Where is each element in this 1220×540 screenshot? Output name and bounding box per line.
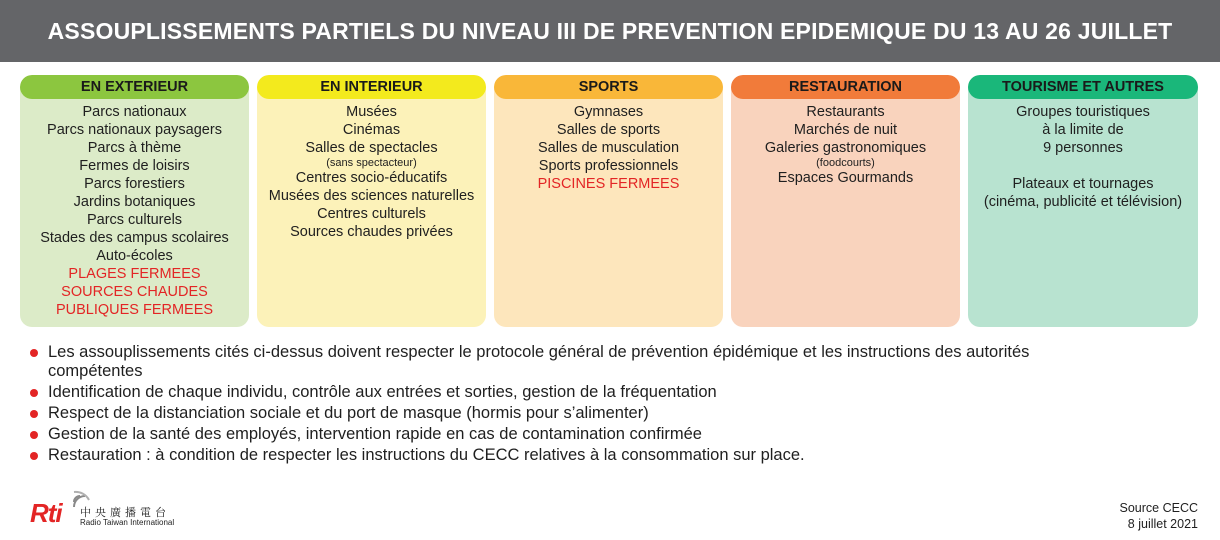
list-item: Fermes de loisirs — [79, 158, 190, 174]
bullet-dot-icon — [30, 410, 38, 418]
list-item: Sources chaudes privées — [290, 224, 453, 240]
page-title: ASSOUPLISSEMENTS PARTIELS DU NIVEAU III DE PREVENTION EPIDEMIQUE DU 13 AU 26 JUILLET — [47, 17, 1173, 44]
condition-item — [30, 404, 1050, 423]
bullet-dot-icon — [30, 431, 38, 439]
closed-item: SOURCES CHAUDES — [61, 284, 208, 300]
bullet-dot-icon — [30, 389, 38, 397]
list-item: Galeries gastronomiques — [764, 140, 927, 156]
list-item: (cinéma, publicité et télévision) — [983, 194, 1183, 210]
bullet-dot-icon — [30, 452, 38, 460]
source-date: 8 juillet 2021 — [1127, 517, 1198, 531]
column-list-restauration — [731, 99, 960, 187]
column-list-tourisme — [968, 99, 1198, 211]
list-item: Cinémas — [342, 122, 401, 138]
column-list-interieur — [257, 99, 486, 241]
condition-item — [30, 425, 1050, 444]
list-spacer — [968, 157, 1198, 175]
list-item: à la limite de — [1042, 122, 1124, 138]
column-header-tourisme: TOURISME ET AUTRES — [968, 75, 1198, 99]
category-columns — [20, 75, 1200, 327]
column-sports — [494, 75, 723, 327]
list-item: Salles de spectacles — [305, 140, 438, 156]
column-header-exterieur: EN EXTERIEUR — [20, 75, 249, 99]
source-line: Source CECC — [1119, 501, 1198, 515]
column-restauration — [731, 75, 960, 327]
conditions-list — [30, 343, 1050, 467]
list-item: Parcs nationaux — [82, 104, 187, 120]
bullet-dot-icon — [30, 349, 38, 357]
list-item: Salles de sports — [556, 122, 661, 138]
list-item: Parcs à thème — [87, 140, 182, 156]
list-item: Parcs nationaux paysagers — [47, 122, 222, 138]
list-item-note: (foodcourts) — [816, 157, 875, 169]
column-list-exterieur — [20, 99, 249, 319]
logo-chinese-name: 中央廣播電台 — [80, 507, 170, 519]
column-header-restauration: RESTAURATION — [731, 75, 960, 99]
list-item: Espaces Gourmands — [777, 170, 914, 186]
column-list-sports — [494, 99, 723, 193]
column-tourisme-et-autres — [968, 75, 1198, 327]
list-item: Centres socio-éducatifs — [295, 170, 448, 186]
logo-mark: Rti — [30, 498, 62, 528]
list-item: Musées — [346, 104, 397, 120]
list-item: Marchés de nuit — [793, 122, 898, 138]
list-item: Stades des campus scolaires — [40, 230, 229, 246]
condition-text: Identification de chaque individu, contrôle aux entrées et sorties, gestion de la fréquentation — [48, 382, 717, 401]
list-item: Groupes touristiques — [1016, 104, 1150, 120]
closed-item: PISCINES FERMEES — [537, 176, 680, 192]
list-item: Musées des sciences naturelles — [268, 188, 475, 204]
list-item: Centres culturels — [317, 206, 426, 222]
condition-text: Respect de la distanciation sociale et du port de masque (hormis pour s’alimenter) — [48, 403, 649, 422]
logo-english-name: Radio Taiwan International — [80, 518, 175, 527]
closed-item: PUBLIQUES FERMEES — [55, 302, 214, 318]
list-item: 9 personnes — [1043, 140, 1123, 156]
list-item: Parcs forestiers — [84, 176, 185, 192]
condition-text: Gestion de la santé des employés, intervention rapide en cas de contamination confirmée — [48, 424, 702, 443]
list-item: Parcs culturels — [86, 212, 183, 228]
source-credit — [1120, 500, 1199, 532]
rti-logo — [30, 488, 200, 532]
list-item-note: (sans spectacteur) — [326, 157, 417, 169]
list-item: Salles de musculation — [537, 140, 680, 156]
list-item: Jardins botaniques — [73, 194, 196, 210]
closed-item: PLAGES FERMEES — [68, 266, 201, 282]
list-item: Auto-écoles — [96, 248, 173, 264]
list-item: Sports professionnels — [538, 158, 679, 174]
condition-text: Restauration : à condition de respecter les instructions du CECC relatives à la consommation sur place. — [48, 445, 805, 464]
list-item: Plateaux et tournages — [1012, 176, 1154, 192]
condition-item — [30, 383, 1050, 402]
list-item: Gymnases — [573, 104, 644, 120]
condition-item — [30, 343, 1050, 380]
title-bar — [0, 0, 1220, 62]
column-en-interieur — [257, 75, 486, 327]
list-item: Restaurants — [806, 104, 885, 120]
condition-text: Les assouplissements cités ci-dessus doivent respecter le protocole général de prévention épidémique et les instructions des autorités compétentes — [48, 343, 1030, 380]
condition-item — [30, 446, 1050, 465]
column-en-exterieur — [20, 75, 249, 327]
column-header-sports: SPORTS — [494, 75, 723, 99]
column-header-interieur: EN INTERIEUR — [257, 75, 486, 99]
